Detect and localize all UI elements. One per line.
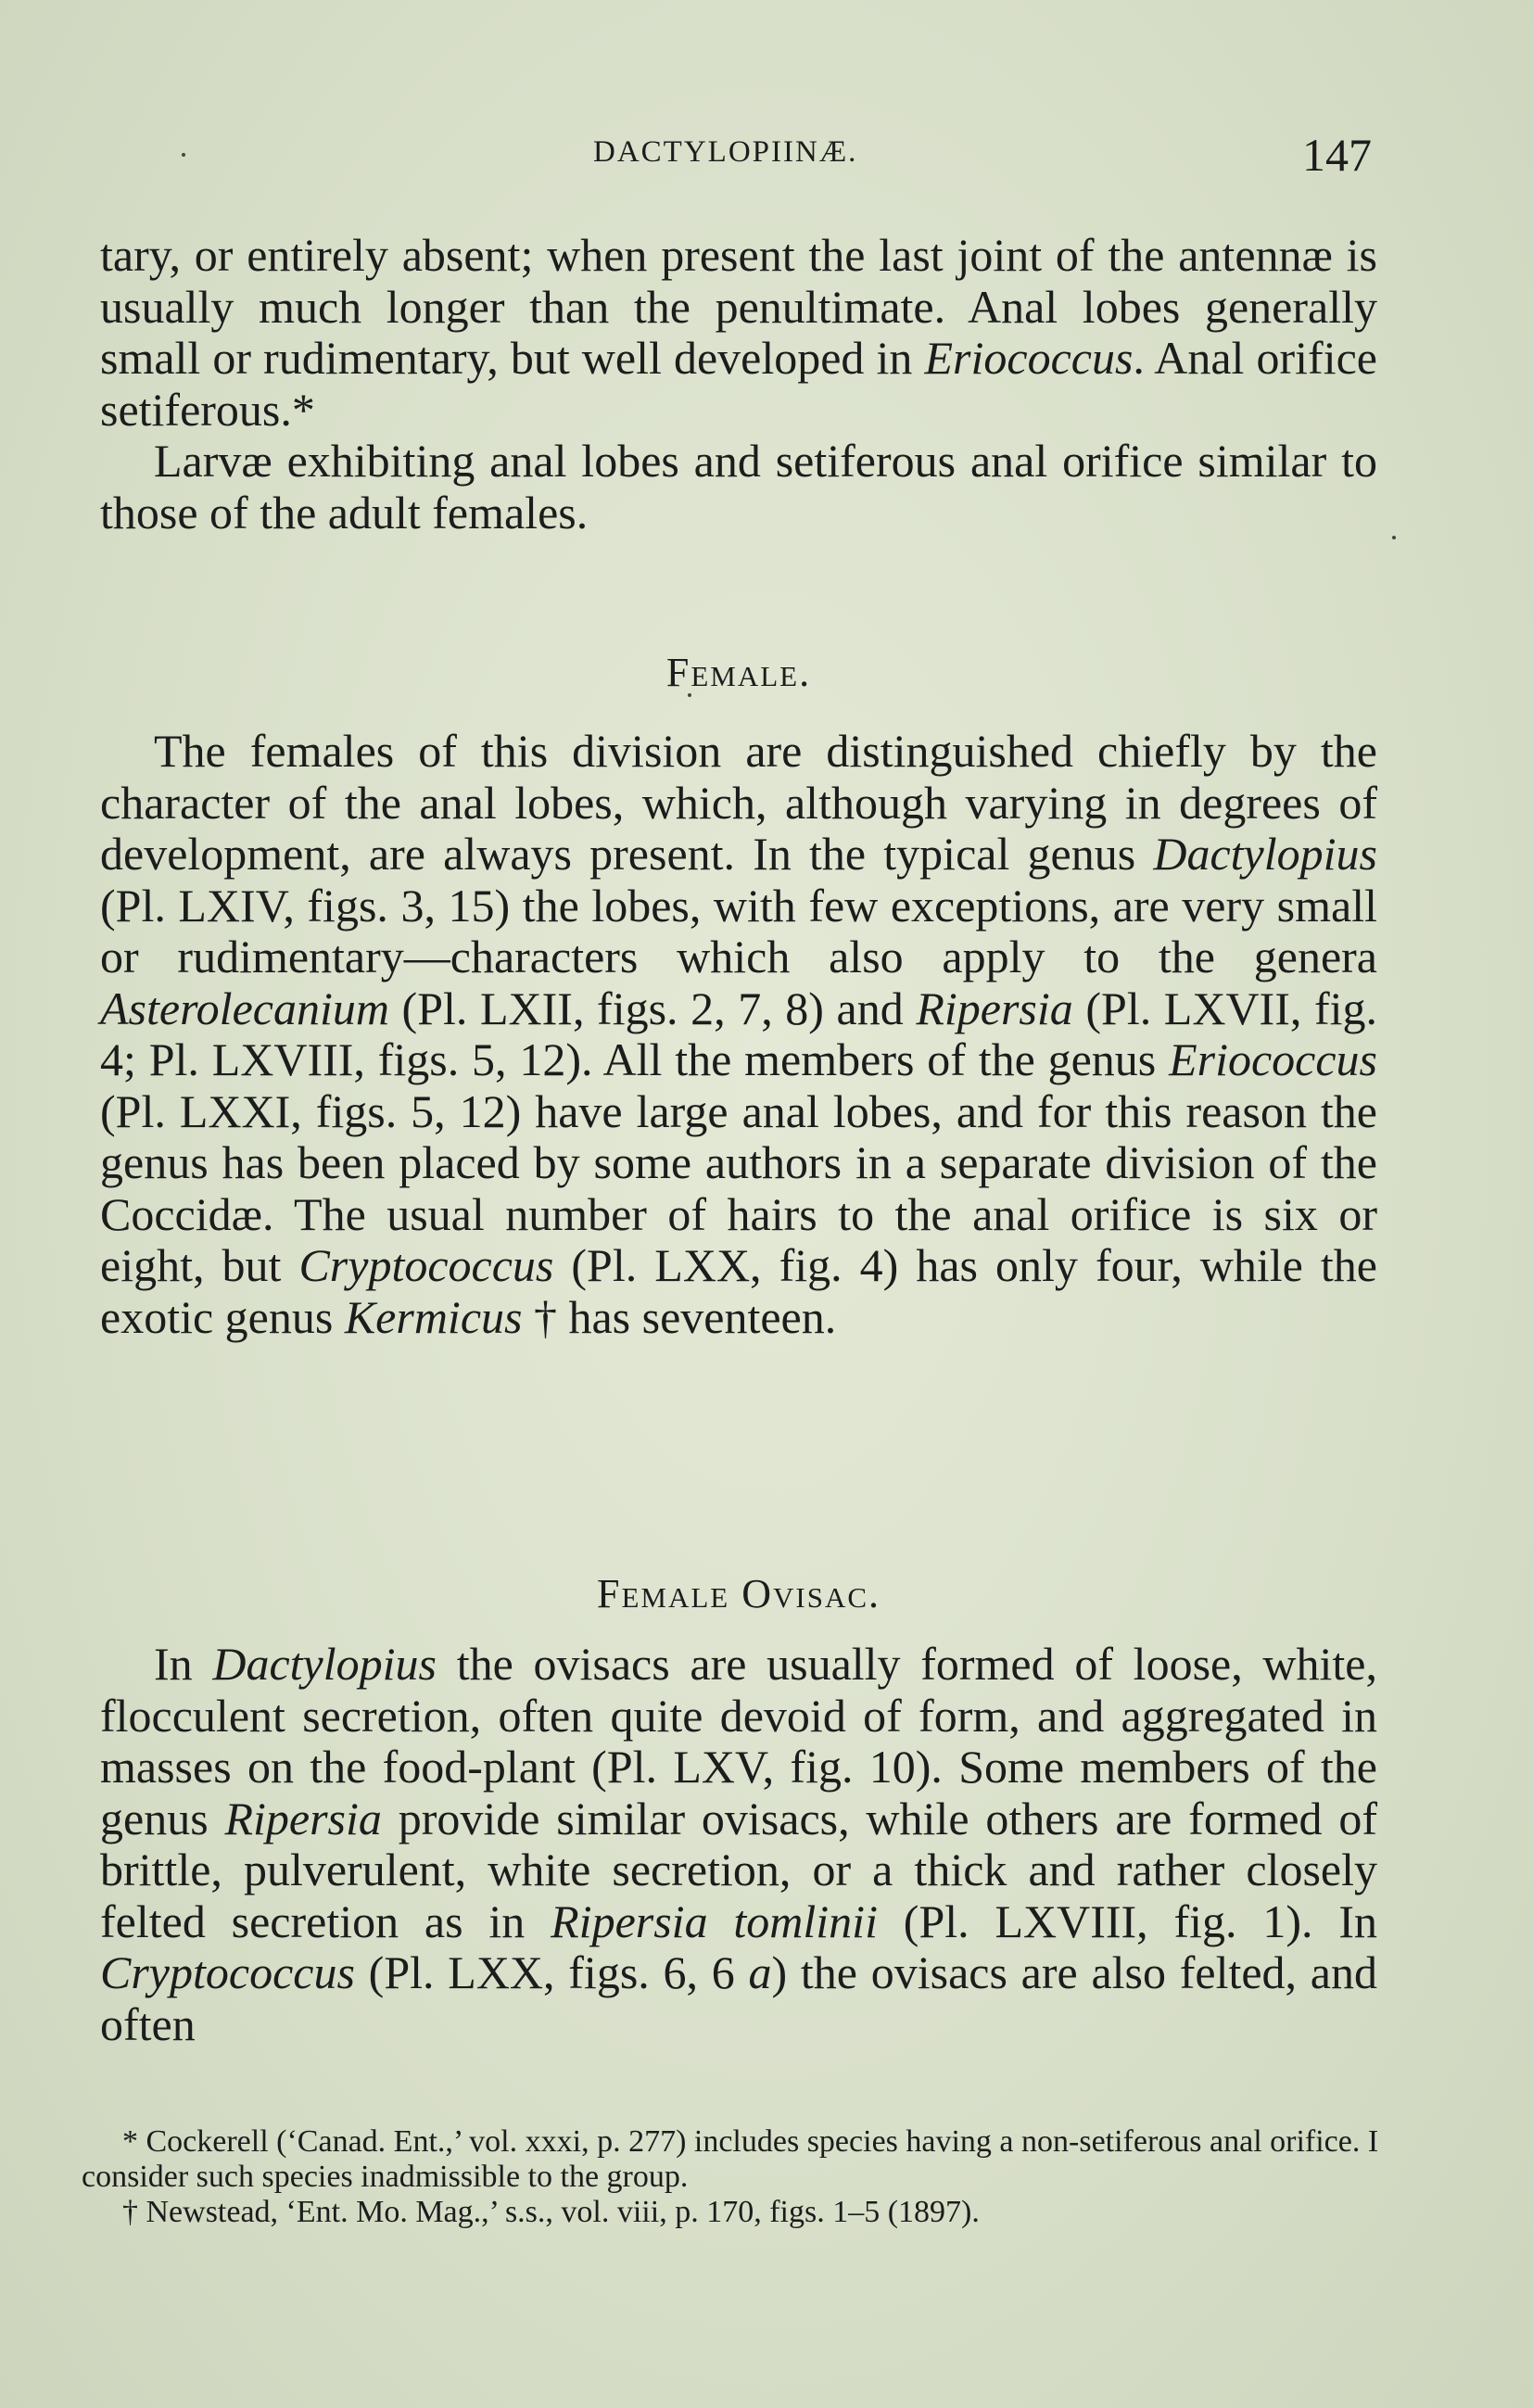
footnotes	[82, 2124, 1379, 2230]
footnote-2: † Newstead, ‘Ent. Mo. Mag.,’ s.s., vol. viii, p. 170, figs. 1–5 (1897).	[122, 2195, 980, 2229]
running-head: DACTYLOPIINÆ.	[593, 135, 858, 169]
footnote-1: * Cockerell (‘Canad. Ent.,’ vol. xxxi, p. 277) includes species having a non-setiferous anal orifice. I consider such species inadmissible to the group.	[82, 2124, 1379, 2194]
intro-paragraph-2: Larvæ exhibiting anal lobes and setiferous anal orifice similar to those of the adult females.	[100, 435, 1377, 539]
page-header	[102, 128, 1372, 184]
speck-mark	[1392, 536, 1396, 539]
ovisac-heading: Female Ovisac.	[596, 1571, 881, 1616]
female-paragraph: The females of this division are distinguished chiefly by the character of the anal lobes, which, although varying in degrees of development, are always present. In the typical genus Dactylopius (Pl. LXIV, figs. 3, 15) the lobes, with few exceptions, are very small or rudimentary—characters which also apply to the genera Asterolecanium (Pl. LXII, figs. 2, 7, 8) and Ripersia (Pl. LXVII, fig. 4; Pl. LXVIII, figs. 5, 12). All the members of the genus Eriococcus (Pl. LXXI, figs. 5, 12) have large anal lobes, and for this reason the genus has been placed by some authors in a separate division of the Coccidæ. The usual number of hairs to the anal orifice is six or eight, but Cryptococcus (Pl. LXX, fig. 4) has only four, while the exotic genus Kermicus † has seventeen.	[100, 725, 1377, 1343]
ovisac-paragraph: In Dactylopius the ovisacs are usually formed of loose, white, flocculent secretion, often quite devoid of form, and aggregated in masses on the food-plant (Pl. LXV, fig. 10). Some members of the genus Ripersia provide similar ovisacs, while others are formed of brittle, pulverulent, white secretion, or a thick and rather closely felted secretion as in Ripersia tomlinii (Pl. LXVIII, fig. 1). In Cryptococcus (Pl. LXX, figs. 6, 6 a) the ovisacs are also felted, and often	[100, 1638, 1378, 2050]
page-number: 147	[1302, 129, 1372, 181]
intro-section	[100, 230, 1377, 539]
female-heading: Female.	[665, 650, 812, 695]
intro-paragraph-1: tary, or entirely absent; when present the last joint of the antennæ is usually much longer than the penultimate. Anal lobes generally small or rudimentary, but well developed in Eriococcus. Anal orifice setiferous.*	[100, 229, 1377, 436]
female-section	[100, 726, 1377, 1343]
ovisac-section	[100, 1639, 1377, 2050]
